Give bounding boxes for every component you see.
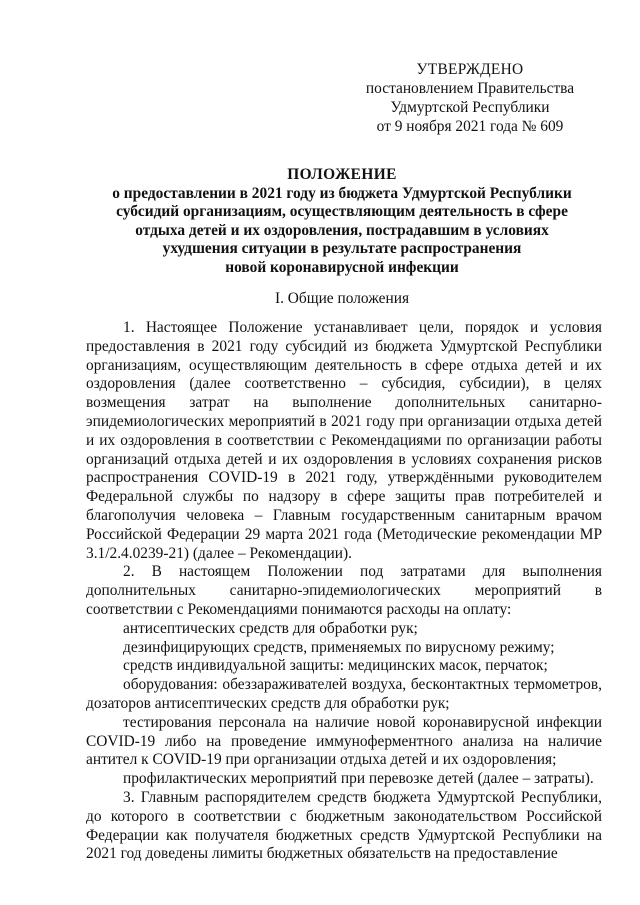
paragraph-3: 3. Главным распорядителем средств бюджета Удмуртской Республики, до которого в соответствии с бюджетным законодательством Российской Федерации как получателя бюджетных средств Удмуртской Республики на 2021 год доведены лимиты бюджетных обязательств на предоставление <box>86 788 602 863</box>
paragraph-2: 2. В настоящем Положении под затратами для выполнения дополнительных санитарно-эпидемиологических мероприятий в соответствии с Рекомендациями понимаются расходы на оплату: <box>86 563 602 618</box>
section-heading: I. Общие положения <box>274 290 410 307</box>
list-item: антисептических средств для обработки рук; <box>123 619 418 637</box>
approval-stamp <box>350 60 590 136</box>
approval-line-1: постановлением Правительства <box>365 80 575 97</box>
paragraph-1: 1. Настоящее Положение устанавливает цели, порядок и условия предоставления в 2021 году субсидий из бюджета Удмуртской Республики организациям, осуществляющим деятельность в сфере отдыха детей и их оздоровления (далее соответственно – субсидия, субсидии), в целях возмещения затрат на выполнение дополнительных санитарно-эпидемиологических мероприятий в 2021 году при организации отдыха детей и их оздоровления в соответствии с Рекомендациями по организации работы организаций отдыха детей и их оздоровления в условиях сохранения рисков распространения COVID-19 в 2021 году, утверждёнными руководителем Федеральной службы по надзору в сфере защиты прав потребителей и благополучия человека – Главным государственным санитарным врачом Российской Федерации 29 марта 2021 года (Методические рекомендации МР 3.1/2.4.0239-21) (далее – Рекомендации). <box>86 319 602 562</box>
document-title <box>84 166 600 278</box>
list-item: средств индивидуальной защиты: медицинских масок, перчаток; <box>123 657 548 675</box>
list-item: дезинфицирующих средств, применяемых по вирусному режиму; <box>123 638 555 656</box>
document-body <box>86 319 602 864</box>
list-item: профилактических мероприятий при перевозке детей (далее – затраты). <box>123 770 594 788</box>
approval-heading: УТВЕРЖДЕНО <box>416 61 524 78</box>
list-item: тестирования персонала на наличие новой коронавирусной инфекции COVID-19 либо на проведение иммуноферментного анализа на наличие антител к COVID-19 при организации отдыха детей и их оздоровления; <box>86 713 602 769</box>
title-line-2: субсидий организациям, осуществляющим деятельность в сфере <box>116 203 568 221</box>
approval-line-2: Удмуртской Республики <box>390 99 550 116</box>
title-main: ПОЛОЖЕНИЕ <box>287 166 397 183</box>
title-line-3: отдыха детей и их оздоровления, пострадавшим в условиях <box>135 221 549 239</box>
list-item: оборудования: обеззараживателей воздуха, бесконтактных термометров, дозаторов антисептических средств для обработки рук; <box>86 676 602 712</box>
title-line-5: новой коронавирусной инфекции <box>225 258 459 276</box>
approval-line-3: от 9 ноября 2021 года № 609 <box>376 118 564 135</box>
title-line-4: ухудшения ситуации в результате распространения <box>162 240 522 258</box>
title-line-1: о предоставлении в 2021 году из бюджета Удмуртской Республики <box>112 184 572 202</box>
